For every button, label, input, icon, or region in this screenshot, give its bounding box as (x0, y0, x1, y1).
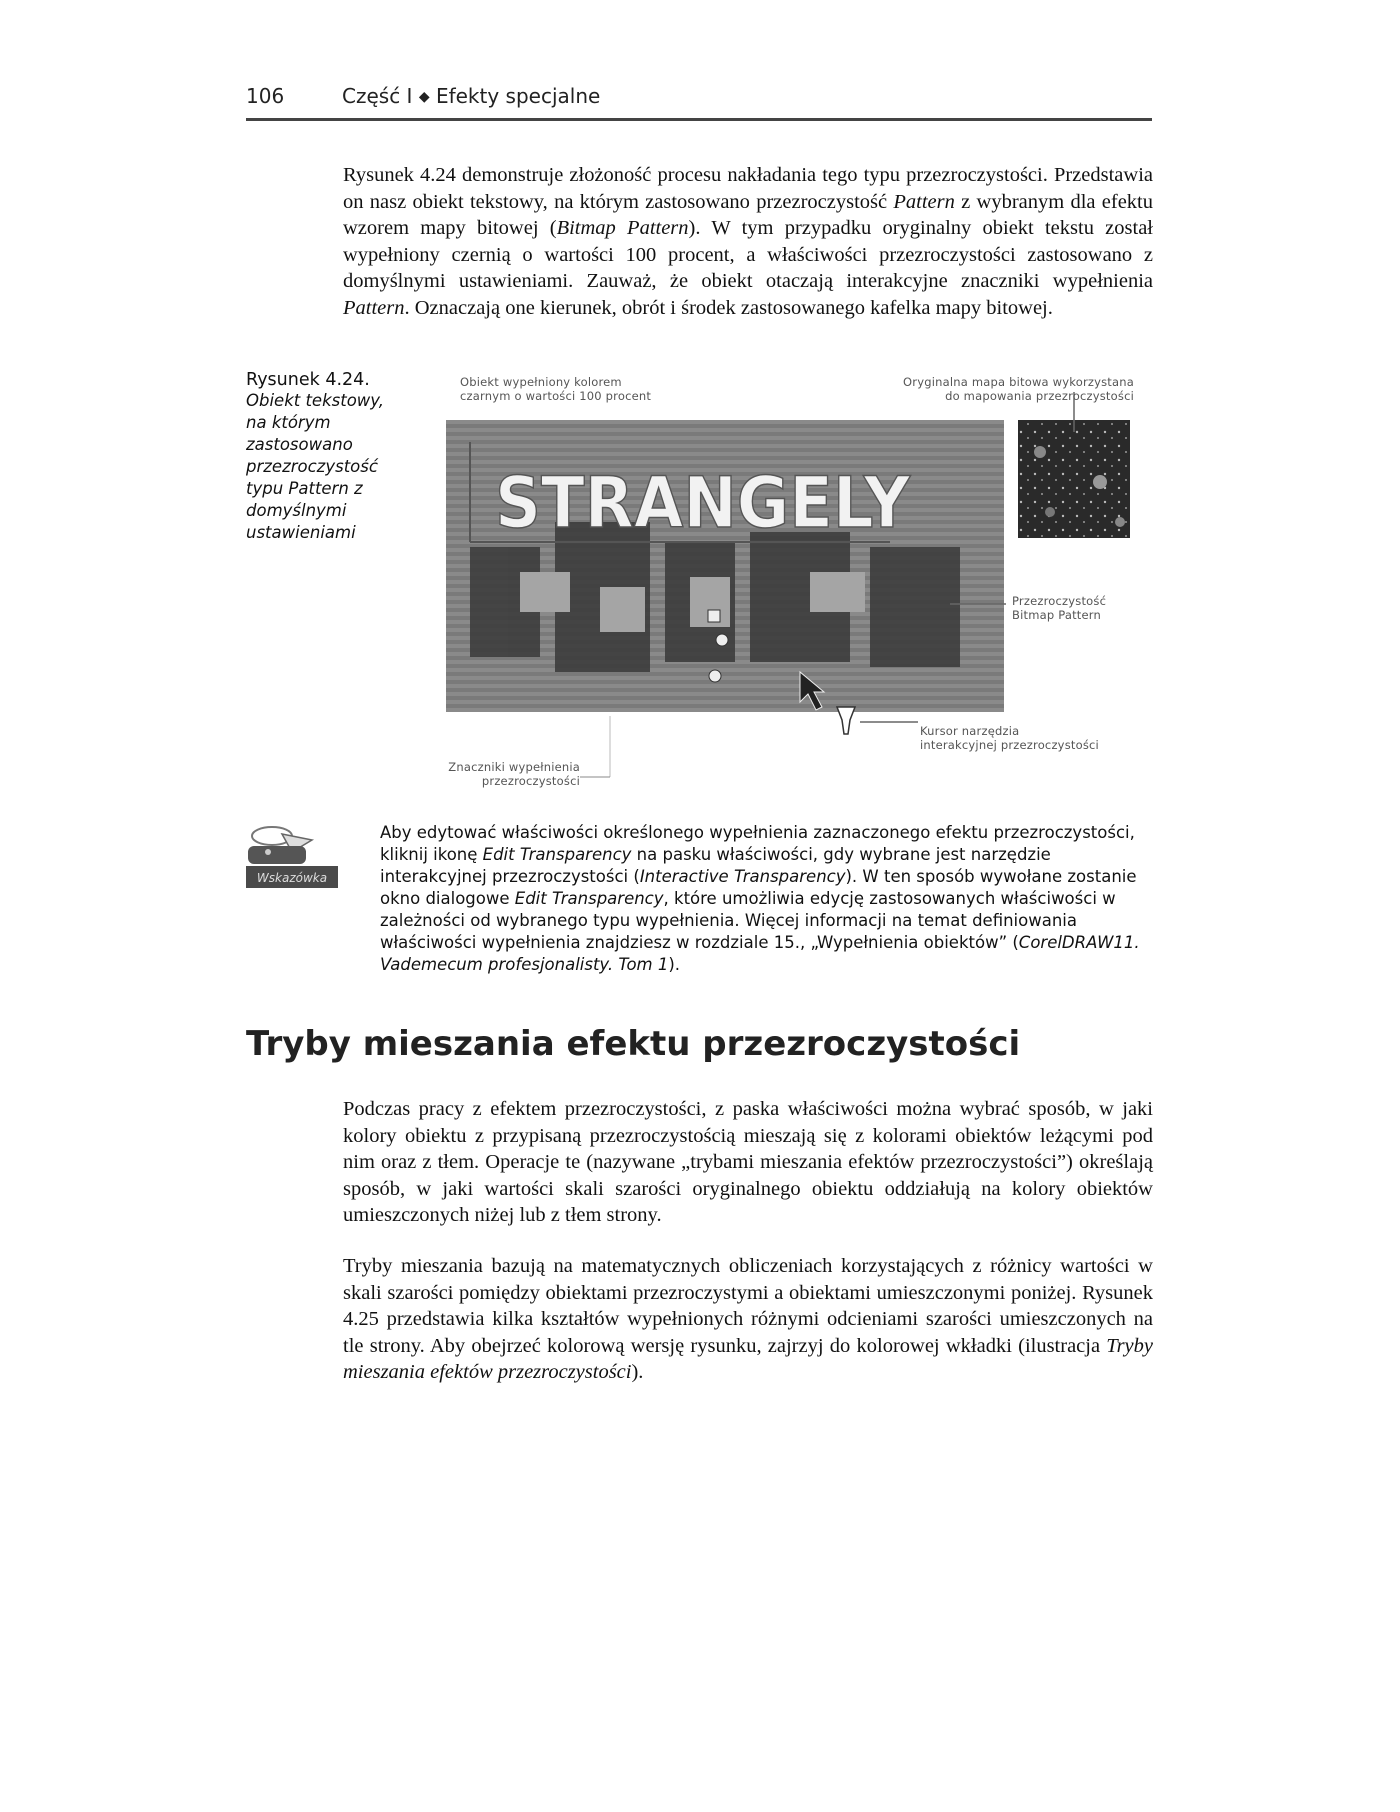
text-run: Rysunek 4.24 demonstruje złożoność procesu nakładania tego typu przezroczystości. Przedstawia on nasz obiekt tekstowy, na którym zastosowano przezroczystość (343, 164, 1153, 213)
callout-cursor (920, 724, 1099, 752)
callout-text: Przezroczystość (1012, 594, 1107, 608)
callout-text: Kursor narzędzia (920, 724, 1020, 738)
chapter-label: Efekty specjalne (435, 84, 601, 108)
italic-run: Edit Transparency (482, 845, 632, 864)
bitmap-pattern-preview (1018, 420, 1130, 538)
diamond-icon: ◆ (418, 89, 430, 105)
italic-run: Interactive Transparency (639, 867, 846, 886)
text-run: ). W ten sposób wywołane zostanie okno dialogowe (380, 867, 1137, 908)
text-run: na pasku właściwości, gdy wybrane jest narzędzie interakcyjnej przezroczystości ( (380, 845, 1051, 886)
running-header (246, 84, 1152, 121)
callout-text: do mapowania przezroczystości (945, 389, 1134, 403)
callout-bottom (430, 760, 580, 788)
part-label: Część I (342, 84, 413, 108)
strangely-text: STRANGELY (495, 462, 912, 544)
callout-top-left (460, 375, 651, 403)
callout-text: przezroczystości (481, 774, 580, 788)
text-run: ). (631, 1361, 644, 1383)
text-run: ). (668, 955, 681, 974)
callout-text: interakcyjnej przezroczystości (920, 738, 1099, 752)
fill-handle (708, 610, 720, 622)
text-run: Aby edytować właściwości określonego wypełnienia zaznaczonego efektu przezroczystości, kliknij ikonę (380, 823, 1135, 864)
tip-paragraph (380, 822, 1160, 976)
figure-caption (246, 370, 396, 544)
text-run: z wybranym dla efektu wzorem mapy bitowej ( (343, 190, 1153, 239)
callout-text: czarnym o wartości 100 procent (460, 389, 652, 403)
page-number: 106 (246, 84, 285, 108)
italic-run: CorelDRAW11. Vademecum profesjonalisty. Tom 1 (380, 933, 1140, 974)
figure-label: Rysunek 4.24. (246, 370, 370, 390)
italic-run: Pattern (893, 190, 955, 213)
tip-icon-label: Wskazówka (256, 871, 328, 885)
chapter-title (342, 84, 600, 108)
text-run: . Oznaczają one kierunek, obrót i środek zastosowanego kafelka mapy bitowej. (404, 296, 1053, 319)
callout-text: Znaczniki wypełnienia (448, 760, 580, 774)
italic-run: Tryby mieszania efektów przezroczystości (343, 1334, 1153, 1383)
figure-description: Obiekt tekstowy, na którym zastosowano przezroczystość typu Pattern z domyślnymi ustawieniami (246, 391, 385, 542)
body-paragraph-3 (343, 1253, 1153, 1386)
body-paragraph-1 (343, 162, 1153, 321)
callout-text: Oryginalna mapa bitowa wykorzystana (903, 375, 1134, 389)
text-run: Tryby mieszania bazują na matematycznych obliczeniach korzystających z różnicy wartości w skali szarości pomiędzy obiektami przezroczystymi a obiektami umieszczonymi poniżej. Rysunek 4.25 przedstawia kilka kształtów wypełnionych różnymi odcieniami szarości umieszczonych na tle strony. Aby obejrzeć kolorową wersję rysunku, zajrzyj do kolorowej wkładki (ilustracja (343, 1255, 1153, 1357)
transparency-tool-icon (837, 707, 855, 734)
callout-text: Bitmap Pattern (1012, 608, 1101, 622)
italic-run: Edit Transparency (514, 889, 664, 908)
lightbulb-hand-icon (246, 822, 338, 890)
fill-handle (716, 634, 728, 646)
fill-handle (709, 670, 721, 682)
text-run: ). W tym przypadku oryginalny obiekt tekstu został wypełniony czernią o wartości 100 procent, a właściwości przezroczystości zastosowano z domyślnymi ustawieniami. Zauważ, że obiekt otaczają interakcyjne znaczniki wypełnienia (343, 217, 1153, 292)
callout-right (1012, 594, 1106, 622)
figure-4-24 (430, 372, 1150, 802)
tip-icon (246, 822, 338, 890)
callout-top-right (844, 375, 1134, 403)
italic-run: Pattern (343, 296, 405, 319)
callout-text: Obiekt wypełniony kolorem (460, 375, 622, 389)
section-heading: Tryby mieszania efektu przezroczystości (246, 1024, 1021, 1064)
italic-run: Bitmap Pattern (556, 217, 689, 239)
text-run: , które umożliwia edycję zastosowanych właściwości w zależności od wybranego typu wypełnienia. Więcej informacji na temat definiowania właściwości wypełnienia znajdziesz w rozdziale 15., „Wypełnienia obiektów” ( (380, 889, 1116, 952)
body-paragraph-2: Podczas pracy z efektem przezroczystości, z paska właściwości można wybrać sposób, w jaki kolory obiektu z przypisaną przezroczystością mieszają się z kolorami obiektów leżącymi pod nim oraz z tłem. Operacje te (nazywane „trybami mieszania efektów przezroczystości”) określają sposób, w jaki wartości skali szarości oryginalnego obiektu oddziałują na kolory obiektów umieszczonych niżej lub z tłem strony. (343, 1098, 1153, 1226)
